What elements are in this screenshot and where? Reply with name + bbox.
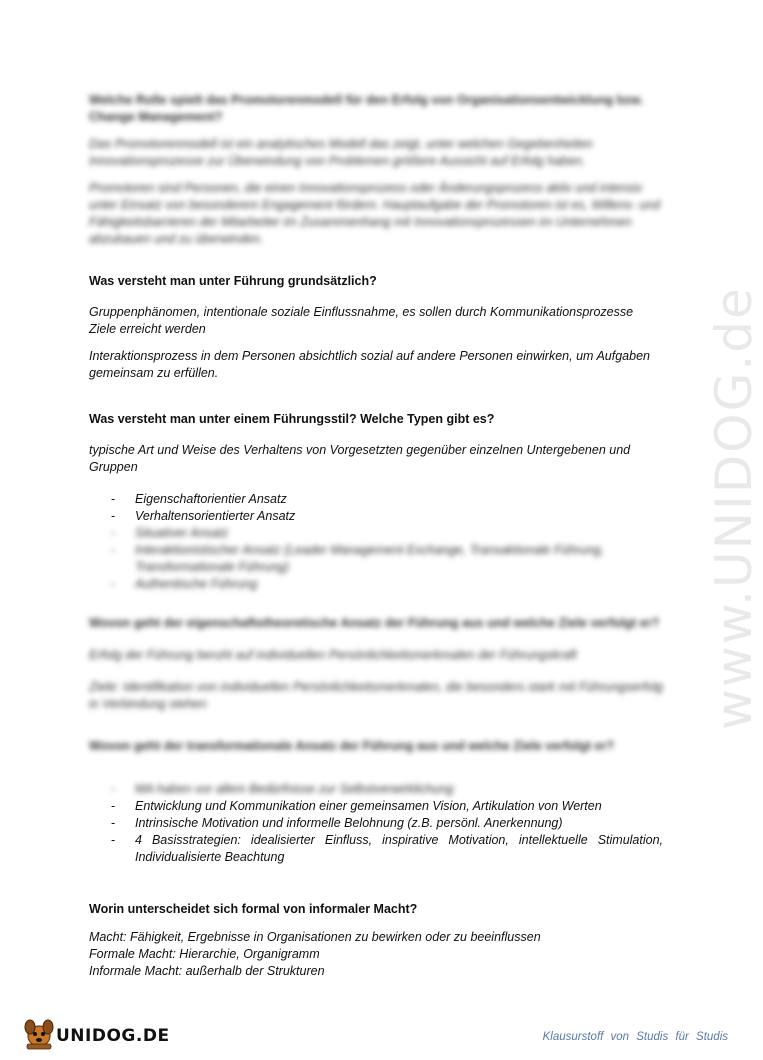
list-item: - Intrinsische Motivation und informelle Belohnung (z.B. persönl. Anerkennung) (89, 815, 663, 832)
style-list (89, 491, 663, 593)
section-macht (89, 901, 663, 980)
list-item: - Entwicklung und Kommunikation einer gemeinsamen Vision, Artikulation von Werten (89, 798, 663, 815)
blurred-paragraph: Erfolg der Führung beruht auf individuellen Persönlichkeitsmerkmalen der Führungskraft (89, 648, 577, 662)
answer-line: Formale Macht: Hierarchie, Organigramm (89, 947, 320, 961)
blurred-list-item: - Situativer Ansatz (89, 525, 663, 542)
blurred-paragraph: Das Promotorenmodell ist ein analytisches Modell das zeigt, unter welchen Gegebenheiten Innovationsprozesse zur Überwindung von Problemen größere Aussicht auf Erfolg haben. (89, 137, 593, 168)
answer-paragraph: Interaktionsprozess in dem Personen absichtlich sozial auf andere Personen einwirken, um Aufgaben gemeinsam zu erfüllen. (89, 349, 650, 380)
unidog-logo (22, 1016, 182, 1050)
section-fuehrungsstil (89, 411, 663, 593)
question-heading: Worin unterscheidet sich formal von informaler Macht? (89, 902, 418, 916)
blurred-eigenschaft-section (89, 615, 663, 713)
watermark: www.UNIDOG.de (705, 286, 763, 730)
section-transformational (89, 738, 663, 866)
blurred-list-item: - Authentische Führung (89, 576, 663, 593)
logo-text: UNIDOG.DE (56, 1026, 170, 1046)
blurred-list-item: - MA haben vor allem Bedürfnisse zur Selbstverwirklichung (89, 781, 663, 798)
list-item: - Eigenschaftorientier Ansatz (89, 491, 663, 508)
blurred-paragraph: Promotoren sind Personen, die einen Innovationsprozess oder Änderungsprozess aktiv und intensiv unter Einsatz von besonderem Engagement fördern. Hauptaufgabe der Promotoren ist es, Willens- und Fähigkeitsbarrieren der Mitarbeiter im Zusammenhang mit Innovationsprozessen im Unternehmen abzubauen und zu überwinden. (89, 181, 661, 246)
question-heading: Was versteht man unter Führung grundsätzlich? (89, 274, 377, 288)
list-item: - Verhaltensorientierter Ansatz (89, 508, 663, 525)
blurred-list-item: - Interaktionistischer Ansatz (Leader Management Exchange, Transaktionale Führung, Transformationale Führung) (89, 542, 663, 576)
blurred-intro-section (89, 92, 663, 248)
question-heading: Was versteht man unter einem Führungsstil? Welche Typen gibt es? (89, 412, 495, 426)
answer-line: Informale Macht: außerhalb der Strukturen (89, 964, 325, 978)
transform-list (89, 781, 663, 866)
footer-tagline: Klausurstoff von Studis für Studis (542, 1031, 728, 1043)
answer-line: Macht: Fähigkeit, Ergebnisse in Organisationen zu bewirken oder zu beeinflussen (89, 930, 541, 944)
blurred-question: Wovon geht der transformationale Ansatz der Führung aus und welche Ziele verfolgt er? (89, 739, 615, 753)
list-item: - 4 Basisstrategien: idealisierter Einfluss, inspirative Motivation, intellektuelle Stimulation, Individualisierte Beachtung (89, 832, 663, 866)
section-fuehrung (89, 273, 663, 382)
blurred-question: Wovon geht der eigenschaftstheoretische Ansatz der Führung aus und welche Ziele verfolgt er? (89, 616, 660, 630)
blurred-question: Welche Rolle spielt das Promotorenmodell für den Erfolg von Organisationsentwicklung bzw. Change Management? (89, 93, 644, 124)
dog-icon (22, 1016, 58, 1050)
blurred-paragraph: Ziele: Identifikation von individuellen Persönlichkeitsmerkmalen, die besonders stark mit Führungserfolg in Verbindung stehen (89, 680, 663, 711)
answer-paragraph: typische Art und Weise des Verhaltens von Vorgesetzten gegenüber einzelnen Untergebenen und Gruppen (89, 443, 631, 474)
answer-paragraph: Gruppenphänomen, intentionale soziale Einflussnahme, es sollen durch Kommunikationsprozesse Ziele erreicht werden (89, 305, 634, 336)
